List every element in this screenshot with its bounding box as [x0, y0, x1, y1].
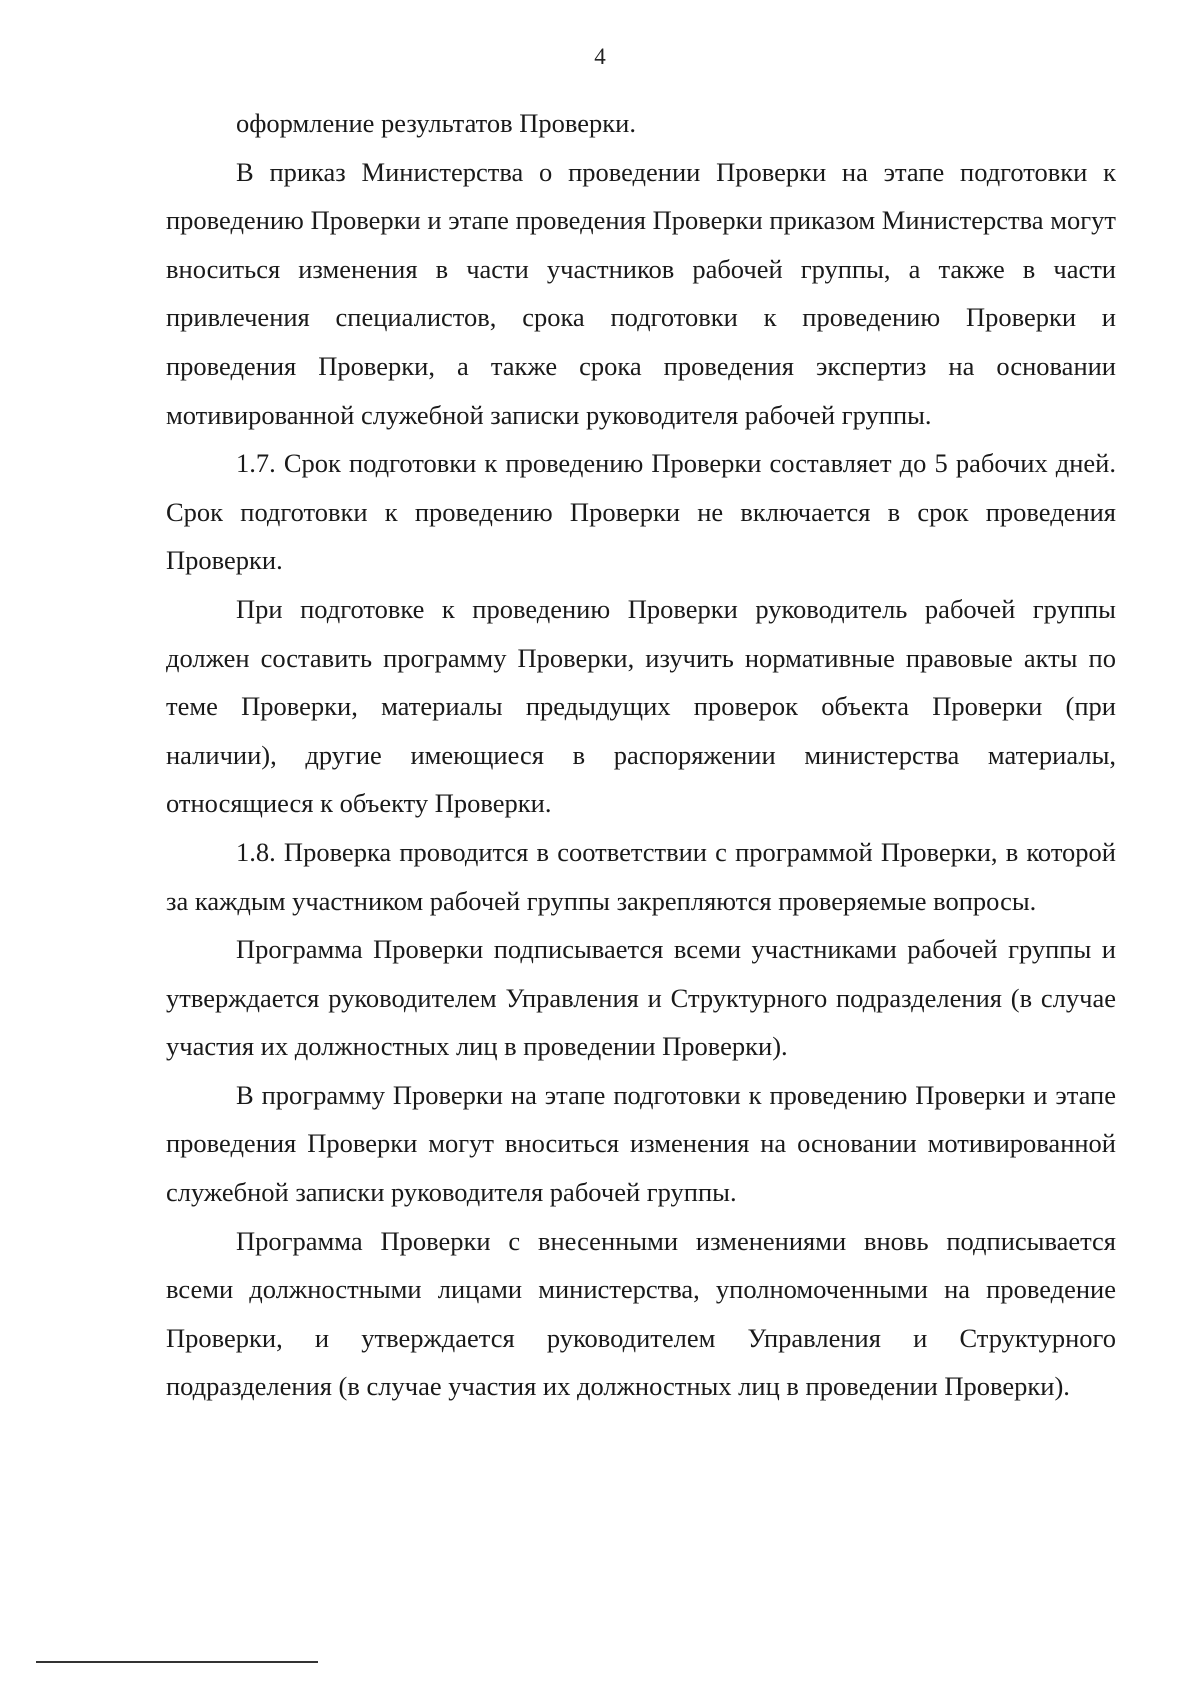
- paragraph-preparation-duties: При подготовке к проведению Проверки руководитель рабочей группы должен составить программу Проверки, изучить нормативные правовые акты по теме Проверки, материалы предыдущих проверок объекта Проверки (при наличии), другие имеющиеся в распоряжении министерства материалы, относящиеся к объекту Проверки.: [166, 593, 1116, 819]
- footnote-divider: [36, 1661, 318, 1663]
- paragraph-continuation: оформление результатов Проверки.: [236, 108, 636, 138]
- paragraph-amended-program-signing: Программа Проверки с внесенными изменениями вновь подписывается всеми должностными лицами министерства, уполномоченными на проведение Проверки, и утверждается руководителем Управления и Структурного подразделения (в случае участия их должностных лиц в проведении Проверки).: [166, 1225, 1116, 1402]
- paragraph-order-amendments: В приказ Министерства о проведении Проверки на этапе подготовки к проведению Проверки и этапе проведения Проверки приказом Министерства могут вноситься изменения в части участников рабочей группы, а также в части привлечения специалистов, срока подготовки к проведению Проверки и проведения Проверки, а также срока проведения экспертиз на основании мотивированной служебной записки руководителя рабочей группы.: [166, 156, 1116, 430]
- paragraph-program-signing: Программа Проверки подписывается всеми участниками рабочей группы и утверждается руководителем Управления и Структурного подразделения (в случае участия их должностных лиц в проведении Проверки).: [166, 934, 1116, 1062]
- document-body: [166, 99, 1116, 1411]
- paragraph-1-8-inspection-program: 1.8. Проверка проводится в соответствии с программой Проверки, в которой за каждым участником рабочей группы закрепляются проверяемые вопросы.: [166, 836, 1116, 916]
- paragraph-1-7-preparation-term: 1.7. Срок подготовки к проведению Проверки составляет до 5 рабочих дней. Срок подготовки к проведению Проверки не включается в срок проведения Проверки.: [166, 448, 1116, 576]
- page-number: 4: [594, 44, 606, 69]
- paragraph-program-amendments: В программу Проверки на этапе подготовки к проведению Проверки и этапе проведения Проверки могут вноситься изменения на основании мотивированной служебной записки руководителя рабочей группы.: [166, 1079, 1116, 1208]
